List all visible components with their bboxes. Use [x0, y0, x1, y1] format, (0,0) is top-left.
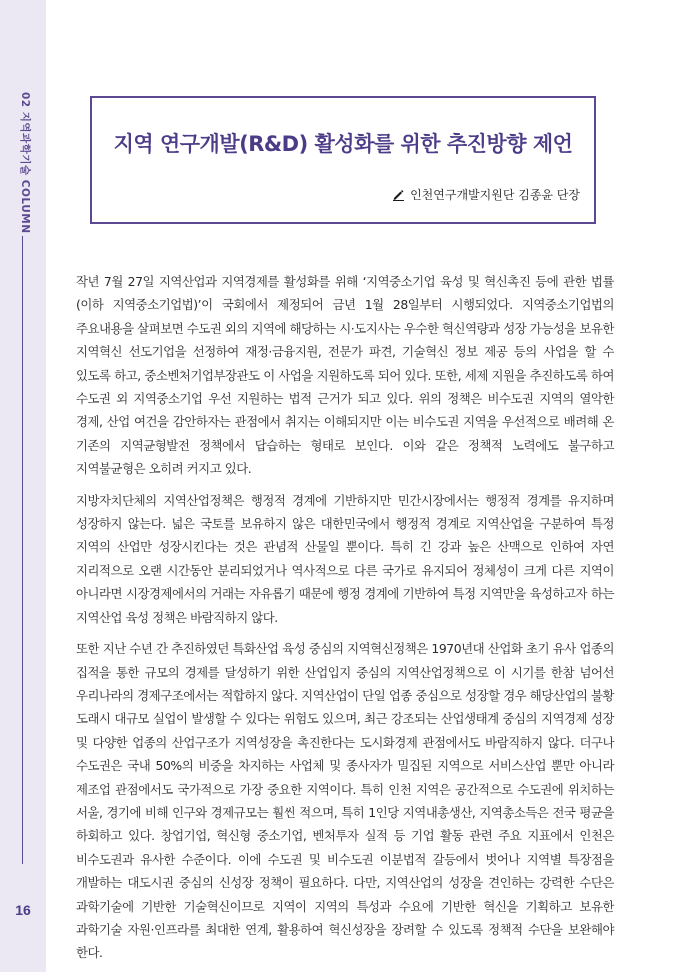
page-number: 16: [15, 902, 31, 918]
title-box: [90, 96, 596, 224]
author-line: [392, 186, 580, 203]
paragraph-2: 지방자치단체의 지역산업정책은 행정적 경계에 기반하지만 민간시장에서는 행정적 경계를 유지하며 성장하지 않는다. 넓은 국토를 보유하지 않은 대한민국에서 행정적 경계로 지역산업을 구분하여 특정 지역의 산업만 성장시킨다는 것은 관념적 산물일 뿐이다. 특히 긴 강과 높은 산맥으로 인하여 자연 지리적으로 오랜 시간동안 분리되었거나 역사적으로 다른 국가로 유지되어 정체성이 크게 다른 지역이 아니라면 시장경제에서의 거래는 자유롭기 때문에 행정 경계에 기반하여 특정 지역만을 육성하고자 하는 지역산업 육성 정책은 바람직하지 않다.: [76, 492, 614, 625]
sidebar-divider: [22, 236, 23, 864]
section-label: 02 지역과학기술 COLUMN: [19, 92, 31, 234]
article-body: [76, 270, 614, 973]
pen-icon: [392, 188, 405, 201]
sidebar: [0, 0, 46, 972]
article-title: 지역 연구개발(R&D) 활성화를 위한 추진방향 제언: [113, 132, 573, 156]
author-name: 인천연구개발지원단 김종윤 단장: [410, 188, 580, 202]
paragraph-1: 작년 7월 27일 지역산업과 지역경제를 활성화를 위해 ‘지역중소기업 육성 및 혁신촉진 등에 관한 법률(이하 지역중소기업법)’이 국회에서 제정되어 금년 1월 28일부터 시행되었다. 지역중소기업법의 주요내용을 살펴보면 수도권 외의 지역에 해당하는 시·도지사는 우수한 혁신역량과 성장 가능성을 보유한 지역혁신 선도기업을 선정하여 재정·금융지원, 전문가 파견, 기술혁신 정보 제공 등의 사업을 할 수 있도록 하고, 중소벤처기업부장관도 이 사업을 지원하도록 되어 있다. 또한, 세제 지원을 추진하도록 하여 수도권 외 지역중소기업 우선 지원하는 법적 근거가 되고 있다. 위의 정책은 비수도권 지역의 열악한 경제, 산업 여건을 감안하자는 관점에서 취지는 이해되지만 이는 비수도권 지역을 우선적으로 배려해 온 기존의 지역균형발전 정책에서 답습하는 형태로 보인다. 이와 같은 정책적 노력에도 불구하고 지역불균형은 오히려 커지고 있다.: [76, 274, 614, 477]
paragraph-3: 또한 지난 수년 간 추진하였던 특화산업 육성 중심의 지역혁신정책은 1970년대 산업화 초기 유사 업종의 집적을 통한 규모의 경제를 달성하기 위한 산업입지 중심의 지역산업정책으로 이 시기를 한참 넘어선 우리나라의 경제구조에서는 적합하지 않다. 지역산업이 단일 업종 중심으로 성장할 경우 해당산업의 불황 도래시 대규모 실업이 발생할 수 있다는 위험도 있으며, 최근 강조되는 산업생태계 중심의 지역경제 성장 및 다양한 업종의 산업구조가 지역성장을 촉진한다는 도시화경제 관점에서도 바람직하지 않다. 더구나 수도권은 국내 50%의 비중을 차지하는 사업체 및 종사자가 밀집된 지역으로 서비스산업 뿐만 아니라 제조업 관점에서도 국가적으로 가장 중요한 지역이다. 특히 인천 지역은 공간적으로 수도권에 위치하는 서울, 경기에 비해 인구와 경제규모는 훨씬 적으며, 특히 1인당 지역내총생산, 지역총소득은 전국 평균을 하회하고 있다. 창업기업, 혁신형 중소기업, 벤처투자 실적 등 기업 활동 관련 주요 지표에서 인천은 비수도권과 유사한 수준이다. 이에 수도권 및 비수도권 이분법적 갈등에서 벗어나 지역별 특장점을 개발하는 대도시권 중심의 신성장 정책이 필요하다. 다만, 지역산업의 성장을 견인하는 강력한 수단은 과학기술에 기반한 기술혁신이므로 지역이 지역의 특성과 수요에 기반한 혁신을 기획하고 보유한 과학기술 자원·인프라를 최대한 연계, 활용하여 혁신성장을 장려할 수 있도록 정책적 수단을 보완해야 한다.: [76, 641, 614, 961]
